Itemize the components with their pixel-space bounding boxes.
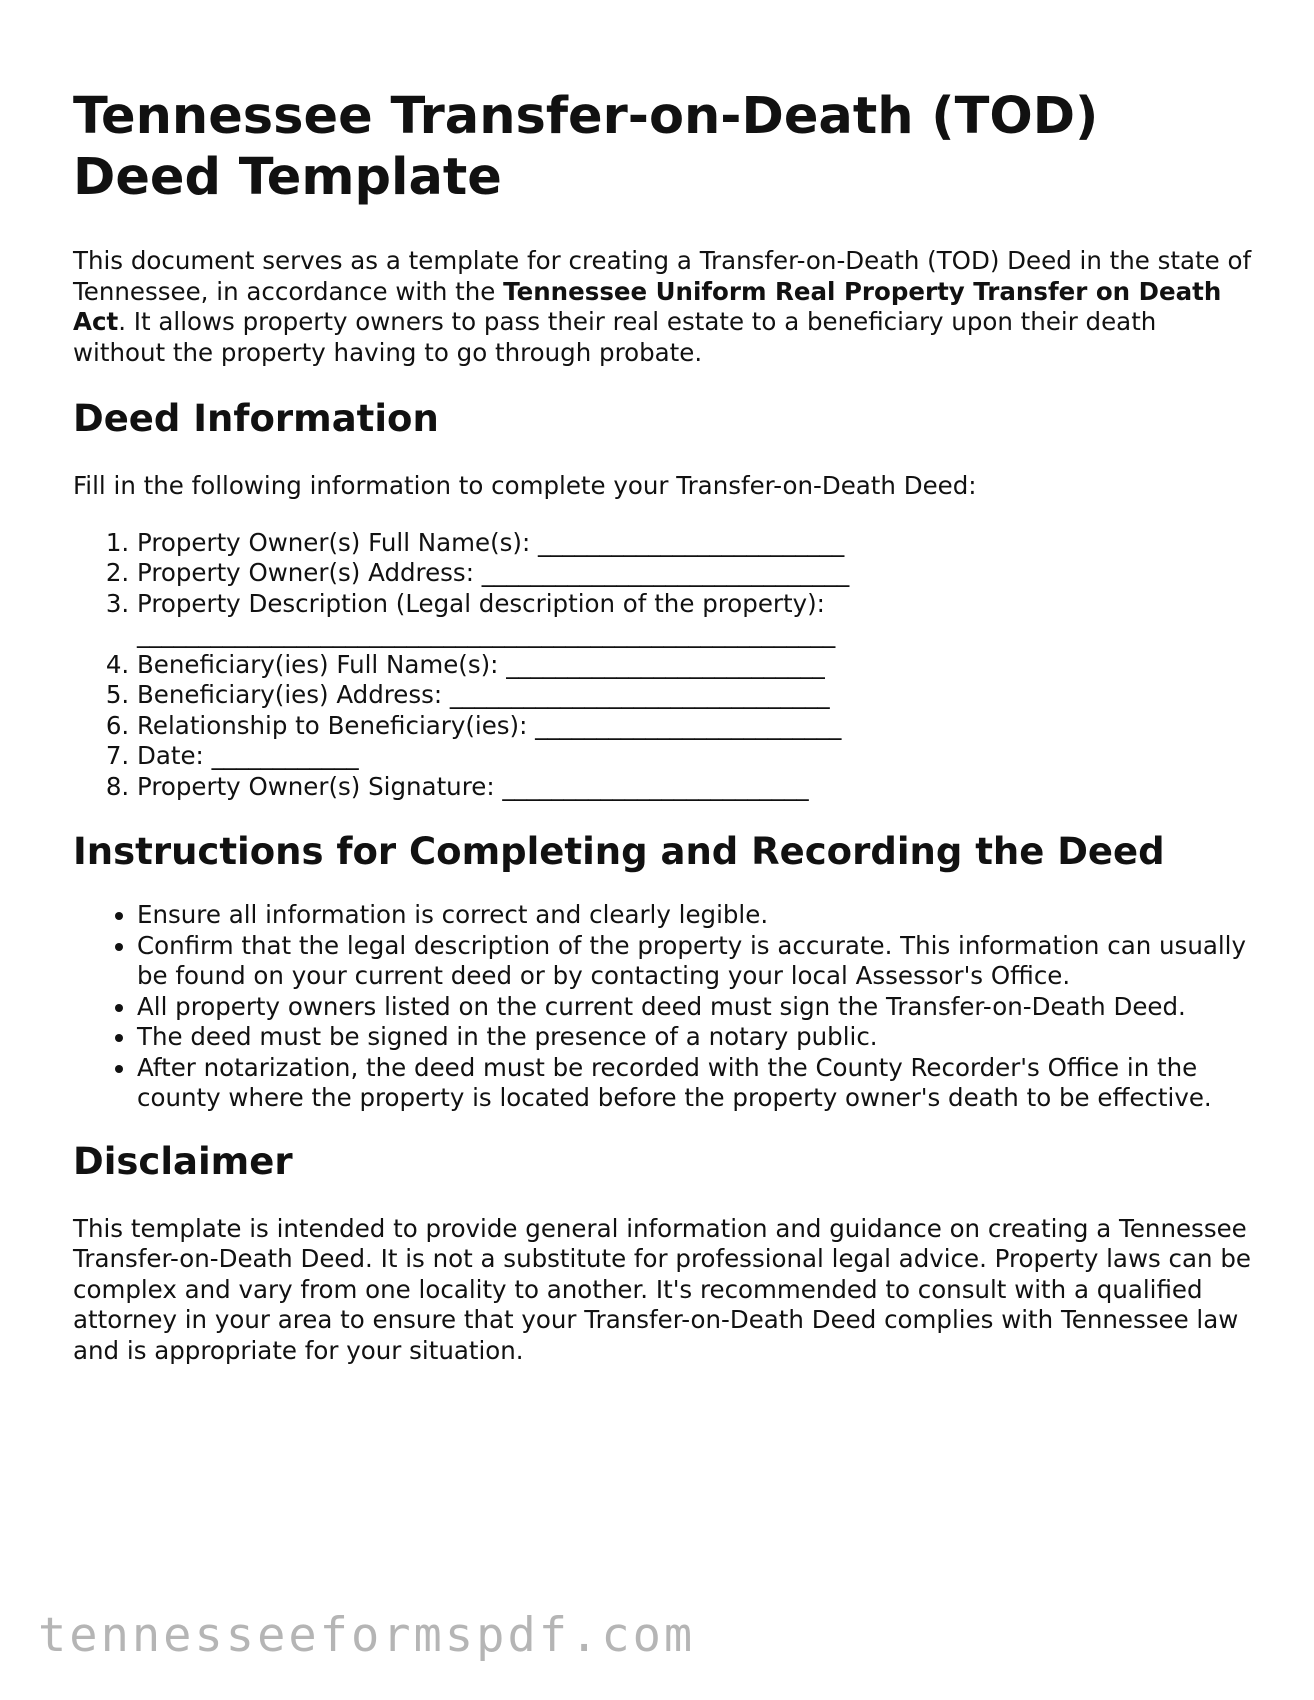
instruction-item: • Confirm that the legal description of the property is accurate. This information can usually be found on your current deed or by contacting your local Assessor's Office.: [137, 931, 1253, 992]
field-date: 7. Date: ____________: [137, 741, 1253, 772]
instruction-item: • After notarization, the deed must be recorded with the County Recorder's Office in the county where the property is located before the property owner's death to be effective.: [137, 1053, 1253, 1114]
deed-fields-list: [73, 528, 1253, 803]
disclaimer-text: This template is intended to provide general information and guidance on creating a Tennessee Transfer-on-Death Deed. It is not a substitute for professional legal advice. Property laws can be complex and vary from one locality to another. It's recommended to consult with a qualified attorney in your area to ensure that your Transfer-on-Death Deed complies with Tennessee law and is appropriate for your situation.: [73, 1213, 1251, 1365]
intro-text-end: . It allows property owners to pass their real estate to a beneficiary upon their death without the property having to go through probate.: [73, 307, 1157, 367]
document-page: [73, 86, 1253, 1366]
disclaimer-heading: Disclaimer: [73, 1139, 293, 1183]
field-beneficiary-name: 4. Beneficiary(ies) Full Name(s): __________________________: [137, 650, 1253, 681]
intro-text-start: This document serves as a template for creating a Transfer-on-Death (TOD) Deed in the state of Tennessee, in accordance with the: [73, 246, 1252, 306]
field-relationship: 6. Relationship to Beneficiary(ies): _________________________: [137, 711, 1253, 742]
field-owner-address: 2. Property Owner(s) Address: ______________________________: [137, 558, 1253, 589]
deed-information-heading: Deed Information: [73, 397, 439, 440]
field-owner-name: 1. Property Owner(s) Full Name(s): _________________________: [137, 528, 1253, 559]
field-property-description: 3. Property Description (Legal description of the property): _________________________________________________________: [137, 589, 1253, 650]
field-beneficiary-address: 5. Beneficiary(ies) Address: _______________________________: [137, 680, 1253, 711]
deed-information-intro: Fill in the following information to complete your Transfer-on-Death Deed:: [73, 471, 977, 500]
intro-paragraph: [73, 246, 1253, 368]
instructions-heading: Instructions for Completing and Recording the Deed: [73, 830, 1165, 873]
field-owner-signature: 8. Property Owner(s) Signature: _________________________: [137, 772, 1253, 803]
act-name: Tennessee Uniform Real Property Transfer on Death Act: [73, 276, 1222, 336]
document-title: Tennessee Transfer-on-Death (TOD) Deed Template: [73, 87, 1099, 207]
site-watermark: tennesseeformspdf.com: [38, 1608, 696, 1663]
instruction-item: • All property owners listed on the current deed must sign the Transfer-on-Death Deed.: [137, 992, 1253, 1023]
instructions-list: [73, 900, 1253, 1114]
instruction-item: • Ensure all information is correct and clearly legible.: [137, 900, 1253, 931]
instruction-item: • The deed must be signed in the presence of a notary public.: [137, 1022, 1253, 1053]
